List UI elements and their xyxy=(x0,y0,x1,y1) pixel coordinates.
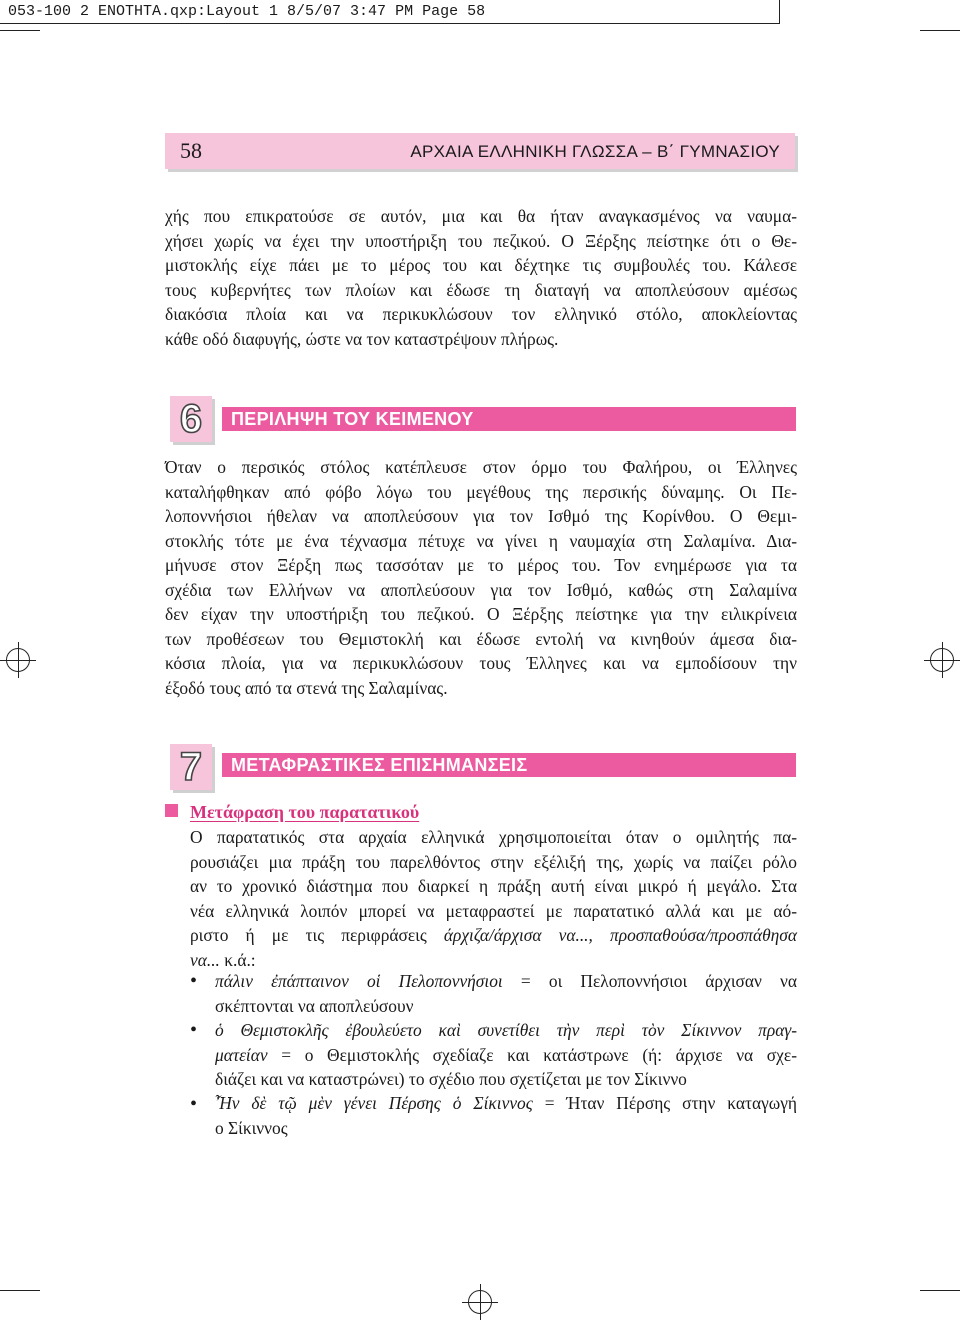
greek-quote: ματείαν xyxy=(215,1044,268,1065)
text-run: = ο Θεμιστοκλής σχεδίαζε και κατάστρωνε (ή: άρχισε να σχε- xyxy=(267,1044,797,1065)
text-line: λοποννήσιοι ήθελαν να αποπλεύσουν για τον Ισθμό της Κορίνθου. Ο Θεμι- xyxy=(165,506,797,526)
text-line: χής που επικρατούσε σε αυτόν, μια και θα ήταν αναγκασμένος να ναυμα- xyxy=(165,206,797,226)
text-line: χήσει χωρίς να έχει την υποστήριξη του πεζικού. Ο Ξέρξης πείστηκε ότι ο Θε- xyxy=(165,230,797,251)
text-line: έξοδό τους από τα στενά της Σαλαμίνας. xyxy=(165,677,448,698)
crop-mark xyxy=(0,1290,40,1291)
bullet-icon: • xyxy=(190,970,198,992)
greek-quote: πάλιν ἐπάπταινον οἱ Πελοποννήσιοι xyxy=(215,971,503,991)
text-line: σκέπτονται να αποπλεύσουν xyxy=(215,995,414,1016)
subheading-title: Μετάφραση του παρατατικού xyxy=(190,802,420,822)
section-7-title: ΜΕΤΑΦΡΑΣΤΙΚΕΣ ΕΠΙΣΗΜΑΝΣΕΙΣ xyxy=(231,755,528,775)
bullet-icon: • xyxy=(190,1093,198,1115)
crop-mark xyxy=(920,1290,960,1291)
text-line: κόσια πλοία, για να περικυκλώσουν τους Έλληνες και να εμποδίσουν την xyxy=(165,653,797,673)
crop-mark xyxy=(0,30,40,31)
text-line: ρουσιάζει μια πράξη του παρελθόντος στην εξέλιξή της, χωρίς να παίζει ρόλο xyxy=(190,851,797,872)
section-7-number: 7 xyxy=(179,745,203,789)
page-number: 58 xyxy=(180,138,202,163)
section-6-number: 6 xyxy=(179,397,203,441)
text-line: Όταν ο περσικός στόλος κατέπλευσε στον όρμο του Φαλήρου, οι Έλληνες xyxy=(165,457,797,477)
registration-mark-icon xyxy=(462,1284,498,1320)
text-line xyxy=(190,923,797,948)
text-line: των προθέσεων του Θεμιστοκλή και έδωσε εντολή να κινηθούν άμεσα δια- xyxy=(165,628,797,649)
section-6-title: ΠΕΡΙΛΗΨΗ ΤΟΥ ΚΕΙΜΕΝΟΥ xyxy=(231,409,474,429)
bullet-item xyxy=(215,1018,797,1092)
section-6-number-box xyxy=(170,396,212,442)
section-6-title-bar xyxy=(222,407,796,431)
crop-mark xyxy=(920,30,960,31)
text-run: = Ήταν Πέρσης στην καταγωγή xyxy=(532,1093,797,1113)
italic-run: άρχιζα/άρχισα να..., προσπαθούσα/προσπάθησα xyxy=(443,925,797,945)
text-run: ριστο ή με τις περιφράσεις xyxy=(190,925,444,945)
running-head: ΑΡΧΑΙΑ ΕΛΛΗΝΙΚΗ ΓΛΩΣΣΑ – Β΄ ΓΥΜΝΑΣΙΟΥ xyxy=(410,142,780,161)
text-line: ο Σίκιννος xyxy=(215,1117,288,1138)
text-line: Ο παρατατικός στα αρχαία ελληνικά χρησιμοποιείται όταν ο ομιλητής πα- xyxy=(190,827,797,847)
printer-slug: 053-100 2 ΕΝΟΤΗΤΑ.qxp:Layout 1 8/5/07 3:47 PM Page 58 xyxy=(0,0,780,24)
text-line xyxy=(215,1043,797,1068)
bullet-icon: • xyxy=(190,1019,198,1041)
text-line: καταλήφθηκαν από φόβο λόγω του μεγέθους της περσικής δύναμης. Οι Πε- xyxy=(165,481,797,502)
text-line xyxy=(215,1018,797,1043)
text-line: διάζει και να καταστρώνει) το σχέδιο που σχετίζεται με τον Σίκιννο xyxy=(215,1069,687,1089)
translation-paragraph xyxy=(190,825,797,972)
greek-quote: ὁ Θεμιστοκλῆς ἐβουλεύετο καὶ συνετίθει τὴν περὶ τὸν Σίκιννον πραγ- xyxy=(215,1020,797,1040)
registration-mark-icon xyxy=(924,642,960,678)
italic-run: να... xyxy=(190,949,220,970)
text-line: κάθε οδό διαφυγής, ώστε να τον καταστρέψουν πλήρως. xyxy=(165,328,559,349)
text-run: κ.ά.: xyxy=(219,949,256,970)
greek-quote: Ἦν δὲ τῷ μὲν γένει Πέρσης ὁ Σίκιννος xyxy=(215,1093,533,1113)
text-line: μιστοκλής είχε πάει με το μέρος του και δέχτηκε τις συμβουλές του. Κάλεσε xyxy=(165,255,797,275)
section-7-number-box xyxy=(170,744,212,790)
text-line: σχέδια των Ελλήνων να αποπλεύσουν για τον Ισθμό, καθώς στη Σαλαμίνα xyxy=(165,579,797,600)
text-line: δεν είχαν την υποστήριξη του πεζικού. Ο Ξέρξης πείστηκε για την ειλικρίνεια xyxy=(165,604,797,624)
text-line: στοκλής τότε με ένα τέχνασμα πέτυχε να γίνει η ναυμαχία στη Σαλαμίνα. Δια- xyxy=(165,530,797,551)
text-line: αν το χρονικό διάστημα που διαρκεί η πράξη αυτή είναι μικρό ή μεγάλο. Στα xyxy=(190,876,797,896)
summary-paragraph xyxy=(165,455,797,700)
text-line: τους κυβερνήτες των πλοίων και έδωσε τη διαταγή να αποπλεύσουν αμέσως xyxy=(165,279,797,300)
text-line: διακόσια πλοία και να περικυκλώσουν τον ελληνικό στόλο, αποκλείοντας xyxy=(165,304,797,324)
text-line xyxy=(215,1091,797,1116)
section-7-title-bar xyxy=(222,753,796,777)
bullet-item xyxy=(215,1091,797,1140)
text-line: μήνυσε στον Ξέρξη πως τασσόταν με το μέρος του. Τον ενημέρωσε για τα xyxy=(165,555,797,575)
square-bullet-icon xyxy=(165,804,178,817)
text-line: νέα ελληνικά λοιπόν μπορεί να μεταφραστεί με παρατατικό αλλά και με αό- xyxy=(190,900,797,921)
registration-mark-icon xyxy=(0,642,36,678)
text-run: = οι Πελοποννήσιοι άρχισαν να xyxy=(502,971,797,991)
text-line xyxy=(215,969,797,994)
bullet-item xyxy=(215,969,797,1018)
intro-paragraph xyxy=(165,204,797,351)
